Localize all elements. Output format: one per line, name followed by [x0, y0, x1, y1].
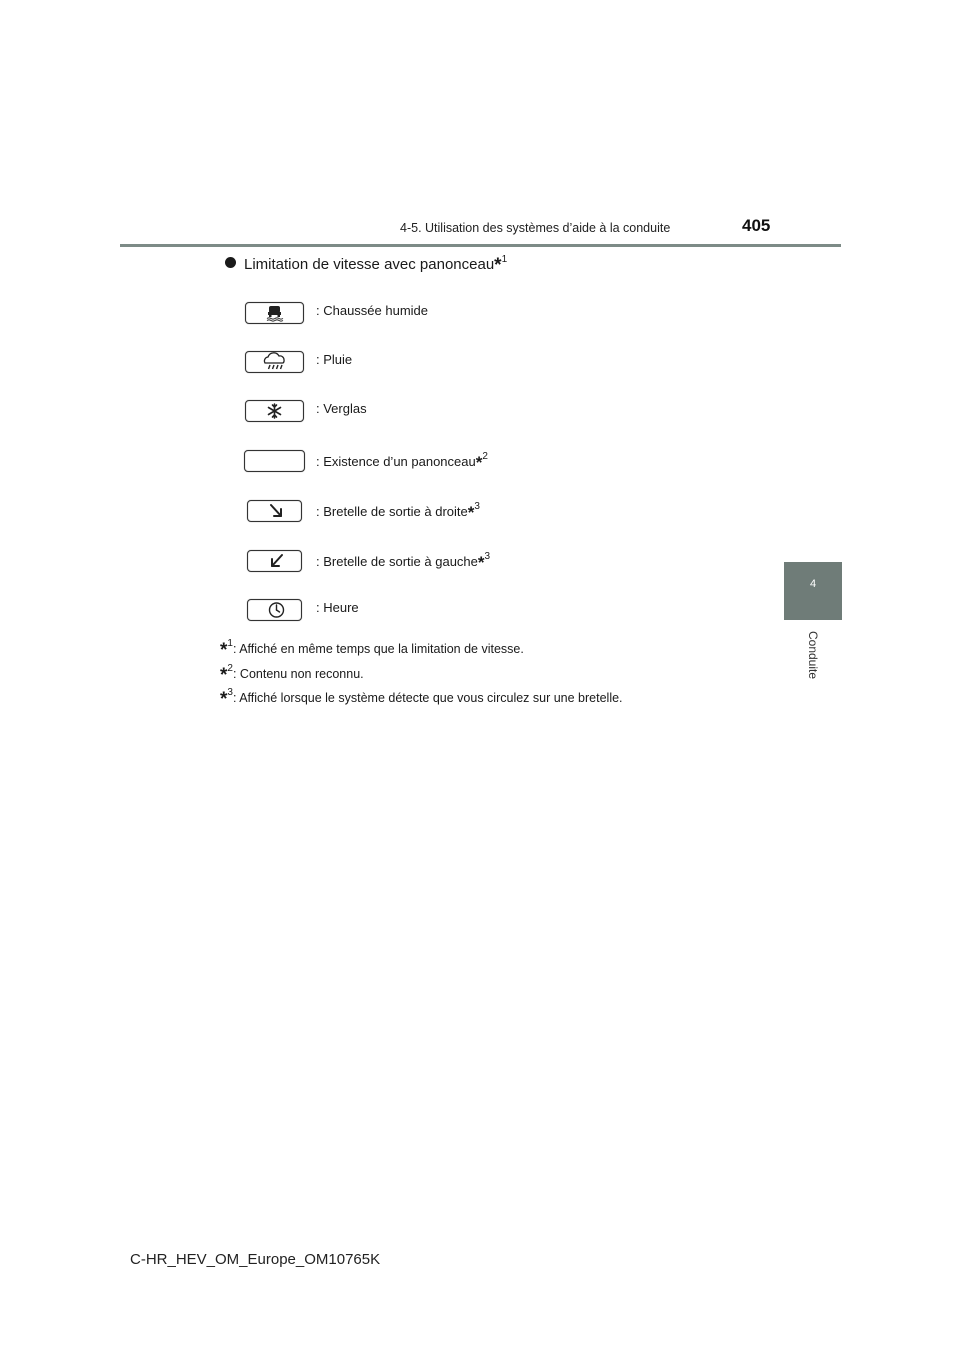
- footnote-3: [220, 687, 623, 711]
- footnote-ref: 1: [227, 638, 233, 649]
- item-blank-sign: [316, 451, 488, 473]
- footnote-ref: 2: [227, 663, 233, 674]
- item-text: : Existence d’un panonceau: [316, 454, 476, 469]
- chapter-tab: [784, 562, 842, 620]
- item-text: : Verglas: [316, 401, 367, 416]
- item-exit-left: [316, 551, 490, 573]
- blank-sign: [244, 450, 305, 472]
- asterisk-icon: *: [467, 503, 475, 522]
- snowflake-icon: [246, 401, 303, 421]
- item-time: [316, 600, 359, 615]
- note-ref: 3: [484, 551, 491, 562]
- asterisk-icon: *: [494, 255, 502, 276]
- footnote-text: : Contenu non reconnu.: [232, 667, 364, 681]
- bullet-heading: [225, 254, 507, 277]
- footnote-text: : Affiché en même temps que la limitation de vitesse.: [232, 642, 524, 656]
- item-text: : Bretelle de sortie à gauche: [316, 554, 478, 569]
- arrow-down-right-icon: [248, 501, 305, 521]
- time-sign: [247, 599, 302, 621]
- item-text: : Bretelle de sortie à droite: [316, 504, 468, 519]
- clock-icon: [248, 600, 305, 620]
- chapter-number: 4: [809, 578, 817, 590]
- note-ref: 2: [482, 451, 488, 462]
- arrow-down-left-icon: [248, 551, 305, 571]
- rain-sign: [245, 351, 304, 373]
- note-ref: 1: [501, 254, 508, 265]
- item-ice: [316, 401, 367, 416]
- page-number: 405: [742, 216, 771, 235]
- asterisk-icon: *: [220, 640, 228, 661]
- exit-right-sign: [247, 500, 302, 522]
- footnote-2: [220, 663, 364, 687]
- ice-sign: [245, 400, 304, 422]
- rain-icon: [246, 352, 303, 372]
- section-title: 4-5. Utilisation des systèmes d’aide à la conduite: [400, 221, 671, 235]
- footnote-text: : Affiché lorsque le système détecte que vous circulez sur une bretelle.: [232, 691, 623, 705]
- wet-road-sign: [245, 302, 304, 324]
- blank-sign-icon: [245, 451, 302, 471]
- item-exit-right: [316, 501, 480, 523]
- footnote-ref: 3: [227, 687, 233, 698]
- note-ref: 3: [474, 501, 480, 512]
- bullet-dot-icon: [225, 257, 236, 268]
- asterisk-icon: *: [475, 453, 483, 472]
- item-wet-road: [316, 303, 428, 318]
- chapter-label: Conduite: [806, 630, 820, 680]
- asterisk-icon: *: [477, 553, 485, 572]
- bullet-text: Limitation de vitesse avec panonceau: [244, 256, 495, 273]
- item-text: : Pluie: [316, 352, 353, 367]
- footnote-1: [220, 638, 524, 662]
- item-text: : Heure: [316, 600, 359, 615]
- asterisk-icon: *: [220, 689, 228, 710]
- wet-road-icon: [246, 303, 303, 323]
- document-id: C-HR_HEV_OM_Europe_OM10765K: [130, 1251, 381, 1268]
- asterisk-icon: *: [220, 665, 228, 686]
- exit-left-sign: [247, 550, 302, 572]
- item-text: : Chaussée humide: [316, 303, 429, 318]
- item-rain: [316, 352, 352, 367]
- header-rule: [120, 244, 841, 247]
